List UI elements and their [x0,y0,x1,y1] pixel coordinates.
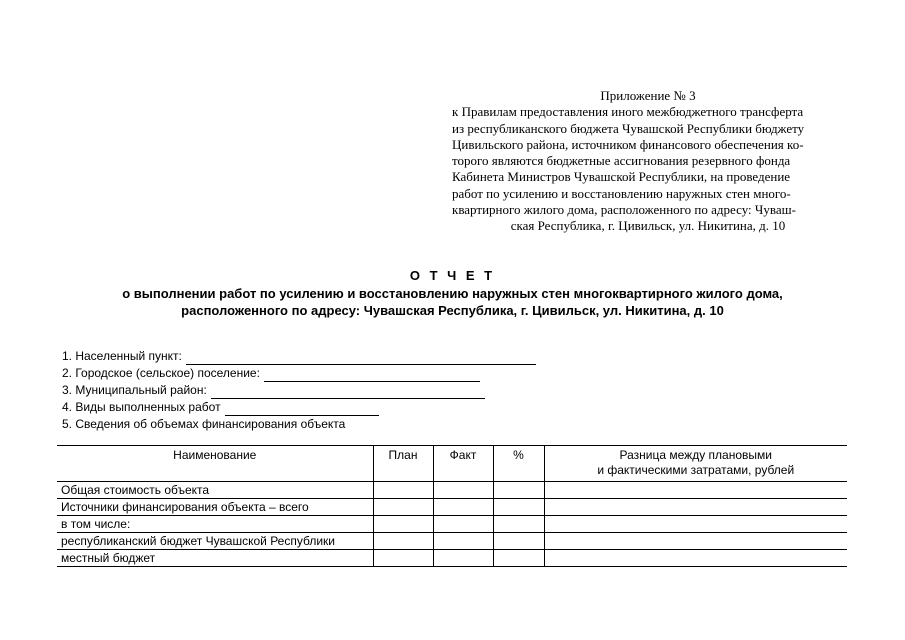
table-row [57,499,847,516]
table-header-row [57,446,847,482]
district-input[interactable] [211,386,485,399]
fact-cell[interactable] [433,533,493,550]
header-plan: План [373,446,433,482]
percent-cell[interactable] [493,550,544,567]
works-input[interactable] [225,403,379,416]
row-name: местный бюджет [57,550,373,567]
row-name: в том числе: [57,516,373,533]
plan-cell[interactable] [373,482,433,499]
report-subtitle [60,286,845,319]
appendix-line: к Правилам предоставления иного межбюджетного трансферта [452,104,804,120]
field-financing [62,416,622,433]
plan-cell[interactable] [373,550,433,567]
fact-cell[interactable] [433,499,493,516]
fact-cell[interactable] [433,550,493,567]
field-label: 3. Муниципальный район: [62,383,207,397]
difference-cell[interactable] [544,499,847,516]
field-works [62,399,622,416]
table-row [57,516,847,533]
appendix-text [452,104,844,218]
percent-cell[interactable] [493,499,544,516]
appendix-last-line: ская Республика, г. Цивильск, ул. Никитина, д. 10 [510,218,786,234]
row-name: Общая стоимость объекта [57,482,373,499]
plan-cell[interactable] [373,499,433,516]
header-fact: Факт [433,446,493,482]
municipality-input[interactable] [264,369,480,382]
appendix-line: работ по усилению и восстановлению наружных стен много- [452,185,791,201]
appendix-heading: Приложение № 3 [600,88,696,103]
field-municipality [62,365,622,382]
difference-cell[interactable] [544,516,847,533]
percent-cell[interactable] [493,533,544,550]
field-settlement [62,348,622,365]
field-label: 5. Сведения об объемах финансирования объекта [62,417,346,431]
difference-cell[interactable] [544,550,847,567]
field-label: 4. Виды выполненных работ [62,400,221,414]
header-difference: Разница между плановыми и фактическими затратами, рублей [544,446,847,482]
field-label: 2. Городское (сельское) поселение: [62,366,260,380]
report-subtitle-line: расположенного по адресу: Чувашская Республика, г. Цивильск, ул. Никитина, д. 10 [181,302,724,318]
difference-cell[interactable] [544,533,847,550]
field-district [62,382,622,399]
row-name: Источники финансирования объекта – всего [57,499,373,516]
header-name: Наименование [57,446,373,482]
settlement-input[interactable] [186,352,536,365]
percent-cell[interactable] [493,516,544,533]
plan-cell[interactable] [373,533,433,550]
percent-cell[interactable] [493,482,544,499]
appendix-line: Кабинета Министров Чувашской Республики, на проведение [452,169,791,185]
appendix-block [452,88,844,235]
appendix-line: из республиканского бюджета Чувашской Республики бюджету [452,120,805,136]
financing-table [57,445,847,567]
appendix-line: Цивильского района, источником финансового обеспечения ко- [452,136,804,152]
appendix-line: торого являются бюджетные ассигнования резервного фонда [452,153,791,169]
table-row [57,533,847,550]
report-title: О Т Ч Е Т [409,268,496,283]
plan-cell[interactable] [373,516,433,533]
difference-cell[interactable] [544,482,847,499]
table-row [57,482,847,499]
appendix-line: квартирного жилого дома, расположенного по адресу: Чуваш- [452,202,796,218]
fact-cell[interactable] [433,516,493,533]
row-name: республиканский бюджет Чувашской Республики [57,533,373,550]
header-percent: % [493,446,544,482]
field-label: 1. Населенный пункт: [62,349,182,363]
table-row [57,550,847,567]
info-fields [62,348,622,433]
fact-cell[interactable] [433,482,493,499]
report-subtitle-line: о выполнении работ по усилению и восстановлению наружных стен многоквартирного жилого дома, [122,286,783,301]
